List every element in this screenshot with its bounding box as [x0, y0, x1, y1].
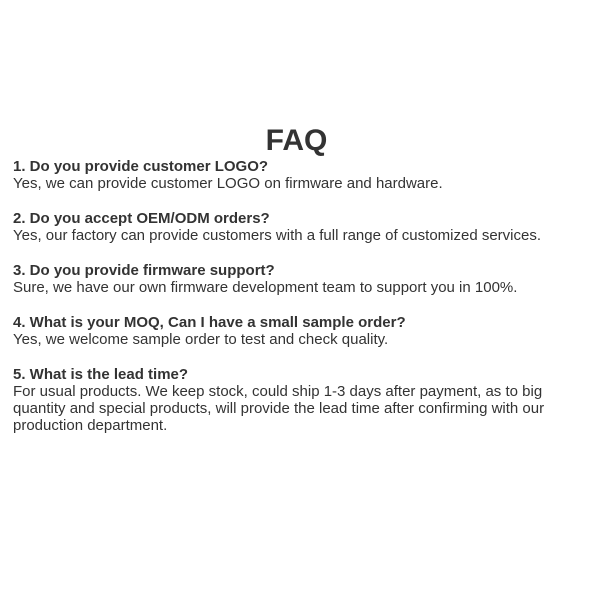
faq-item-3 [13, 262, 580, 296]
faq-question: 2. Do you accept OEM/ODM orders? [13, 210, 270, 227]
faq-answer: Yes, our factory can provide customers with a full range of customized services. [13, 227, 542, 244]
faq-answer: For usual products. We keep stock, could ship 1-3 days after payment, as to big quantity and special products, will provide the lead time after confirming with our production department. [13, 383, 545, 434]
faq-item-4 [13, 314, 580, 348]
faq-question: 1. Do you provide customer LOGO? [13, 158, 269, 175]
faq-answer: Sure, we have our own firmware development team to support you in 100%. [13, 279, 518, 296]
faq-answer: Yes, we welcome sample order to test and check quality. [13, 331, 389, 348]
faq-question: 4. What is your MOQ, Can I have a small sample order? [13, 314, 406, 331]
faq-answer: Yes, we can provide customer LOGO on firmware and hardware. [13, 175, 443, 192]
page-title: FAQ [265, 124, 328, 157]
faq-item-2 [13, 210, 580, 244]
faq-question: 5. What is the lead time? [13, 366, 189, 383]
faq-question: 3. Do you provide firmware support? [13, 262, 275, 279]
faq-item-5 [13, 366, 580, 434]
faq-item-1 [13, 158, 580, 192]
